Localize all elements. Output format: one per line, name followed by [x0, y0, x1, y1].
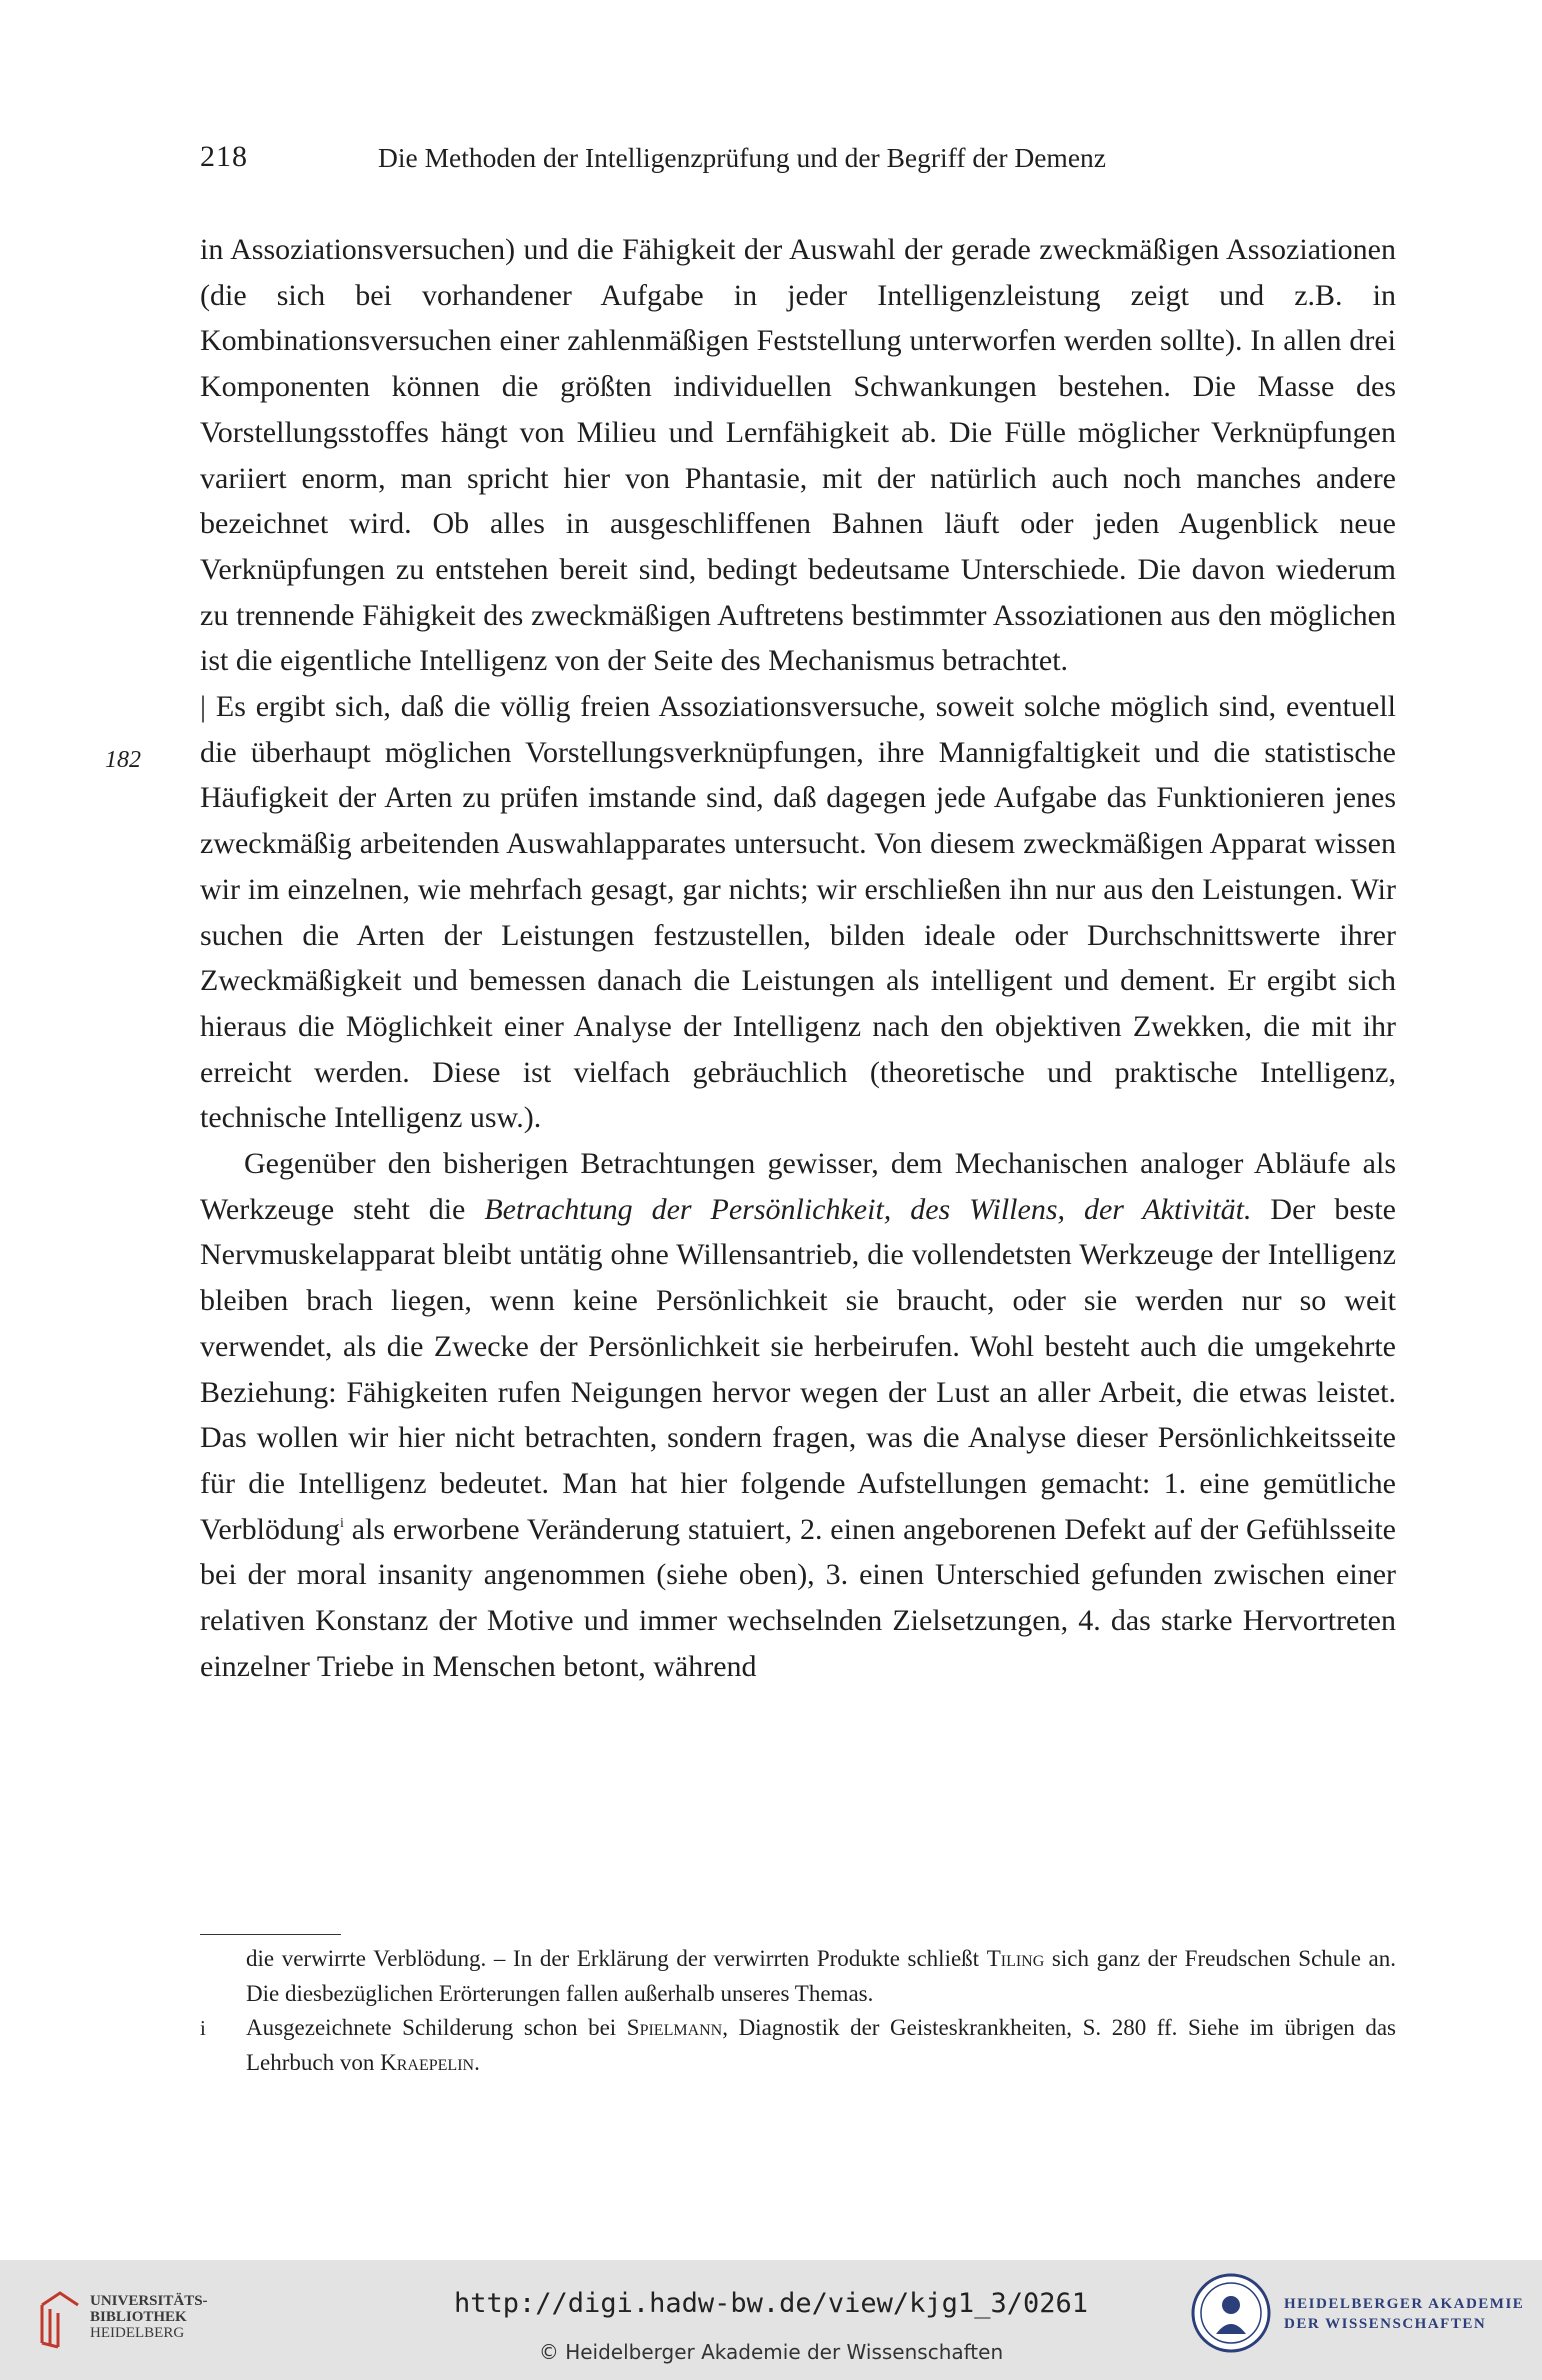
page-url-link[interactable]: http://digi.hadw-bw.de/view/kjg1_3/0261: [454, 2288, 1088, 2319]
paragraph-3-italic: Betrachtung der Persönlichkeit, des Willens, der Aktivität.: [484, 1192, 1252, 1226]
academy-line-1: HEIDELBERGER AKADEMIE: [1284, 2296, 1525, 2312]
page-header: [200, 140, 1395, 180]
author-name-tiling: Tiling: [986, 1946, 1045, 1971]
footnote-marker: i: [200, 2016, 206, 2040]
paragraph-2: | Es ergibt sich, daß die völlig freien Assoziationsversuche, soweit solche möglich sind, eventuell die überhaupt möglichen Vorstellungsverknüpfungen, ihre Mannigfaltigkeit und die statistische Häufigkeit der Arten zu prüfen imstande sind, daß dagegen jede Aufgabe das Funktionieren jenes zweckmäßig arbeitenden Auswahlapparates untersucht. Von diesem zweckmäßigen Apparat wissen wir im einzelnen, wie mehrfach gesagt, gar nichts; wir erschließen ihn nur aus den Leistungen. Wir suchen die Arten der Leistungen festzustellen, bilden ideale oder Durchschnittswerte ihrer Zweckmäßigkeit und bemessen danach die Leistungen als intelligent und dement. Er ergibt sich hieraus die Möglichkeit einer Analyse der Intelligenz nach den objektiven Zwekken, die mit ihr erreicht werden. Diese ist vielfach gebräuchlich (theoretische und praktische Intelligenz, technische Intelligenz usw.).: [200, 690, 1396, 1135]
footnote-ref-i[interactable]: i: [339, 1515, 344, 1531]
running-title: Die Methoden der Intelligenzprüfung und der Begriff der Demenz: [378, 142, 1106, 173]
page-number: 218: [200, 140, 248, 173]
footnote-i-text-c: .: [474, 2049, 480, 2075]
footnote-i-text-a: Ausgezeichnete Schilderung schon bei: [246, 2015, 627, 2040]
footnote-i-text-b: , Diagnostik der Geisteskrankheiten, S. 280 ff. Siehe im übrigen das Lehrbuch von: [246, 2015, 1397, 2075]
author-name-kraepelin: Kraepelin: [380, 2049, 475, 2075]
academy-seal-icon: [1190, 2272, 1272, 2354]
footnote-rule: [200, 1934, 341, 1935]
academy-logo[interactable]: [1190, 2272, 1530, 2362]
paragraph-3-end: als erworbene Veränderung statuiert, 2. einen angeborenen Defekt auf der Gefühlsseite bei der moral insanity angenommen (siehe oben), 3. einen Unterschied gefunden zwischen einer relativen Konstanz der Motive und immer wechselnden Zielsetzungen, 4. das starke Hervortreten einzelner Triebe in Menschen betont, während: [200, 1512, 1396, 1683]
paragraph-3-middle: Der beste Nervmuskelapparat bleibt untätig ohne Willensantrieb, die vollendetsten Werkzeuge der Intelligenz bleiben brach liegen, wenn keine Persönlichkeit sie braucht, oder sie werden nur so weit verwendet, als die Zwecke der Persönlichkeit sie herbeirufen. Wohl besteht auch die umgekehrte Beziehung: Fähigkeiten rufen Neigungen hervor wegen der Lust an aller Arbeit, die etwas leistet. Das wollen wir hier nicht betrachten, sondern fragen, was die Analyse dieser Persönlichkeitsseite für die Intelligenz bedeutet. Man hat hier folgende Aufstellungen gemacht: 1. eine gemütliche Verblödung: [200, 1192, 1396, 1546]
academy-line-2: DER WISSENSCHAFTEN: [1284, 2316, 1487, 2332]
paragraph-1: in Assoziationsversuchen) und die Fähigkeit der Auswahl der gerade zweckmäßigen Assoziationen (die sich bei vorhandener Aufgabe in jeder Intelligenzleistung zeigt und z.B. in Kombinationsversuchen einer zahlenmäßigen Feststellung unterworfen werden sollte). In allen drei Komponenten können die größten individuellen Schwankungen bestehen. Die Masse des Vorstellungsstoffes hängt von Milieu und Lernfähigkeit ab. Die Fülle möglicher Verknüpfungen variiert enorm, man spricht hier von Phantasie, mit der natürlich auch noch manches andere bezeichnet wird. Ob alles in ausgeschliffenen Bahnen läuft oder jeden Augenblick neue Verknüpfungen zu entstehen bereit sind, bedingt bedeutsame Unterschiede. Die davon wiederum zu trennende Fähigkeit des zweckmäßigen Auftretens bestimmter Assoziationen aus den möglichen ist die eigentliche Intelligenz von der Seite des Mechanismus betrachtet.: [200, 233, 1396, 678]
body-text: [200, 227, 1396, 1690]
copyright-notice: © Heidelberger Akademie der Wissenschaften: [538, 2340, 1004, 2364]
author-name-spielmann: Spielmann: [626, 2015, 723, 2040]
footnote-continuation-text-b: sich ganz der Freudschen Schule an. Die diesbezüglichen Erörterungen fallen außerhalb unseres Themas.: [246, 1946, 1396, 2006]
footnote-continuation-text-a: die verwirrte Verblödung. – In der Erklärung der verwirrten Produkte schließt: [246, 1946, 987, 1971]
footnote-continuation: [200, 1942, 1396, 2011]
paragraph-3-start: Gegenüber den bisherigen Betrachtungen gewisser, dem Mechanischen analoger Abläufe als Werkzeuge steht die: [200, 1147, 1396, 1226]
library-line-2: BIBLIOTHEK: [90, 2309, 187, 2325]
library-line-3: HEIDELBERG: [90, 2325, 185, 2341]
margin-page-number: 182: [105, 747, 141, 773]
library-line-1: UNIVERSITÄTS-: [90, 2293, 208, 2309]
paragraph-3: [200, 1141, 1396, 1689]
footnote-i: [200, 2011, 1396, 2080]
footnotes: [200, 1942, 1396, 2080]
academy-name: [1284, 2294, 1524, 2334]
